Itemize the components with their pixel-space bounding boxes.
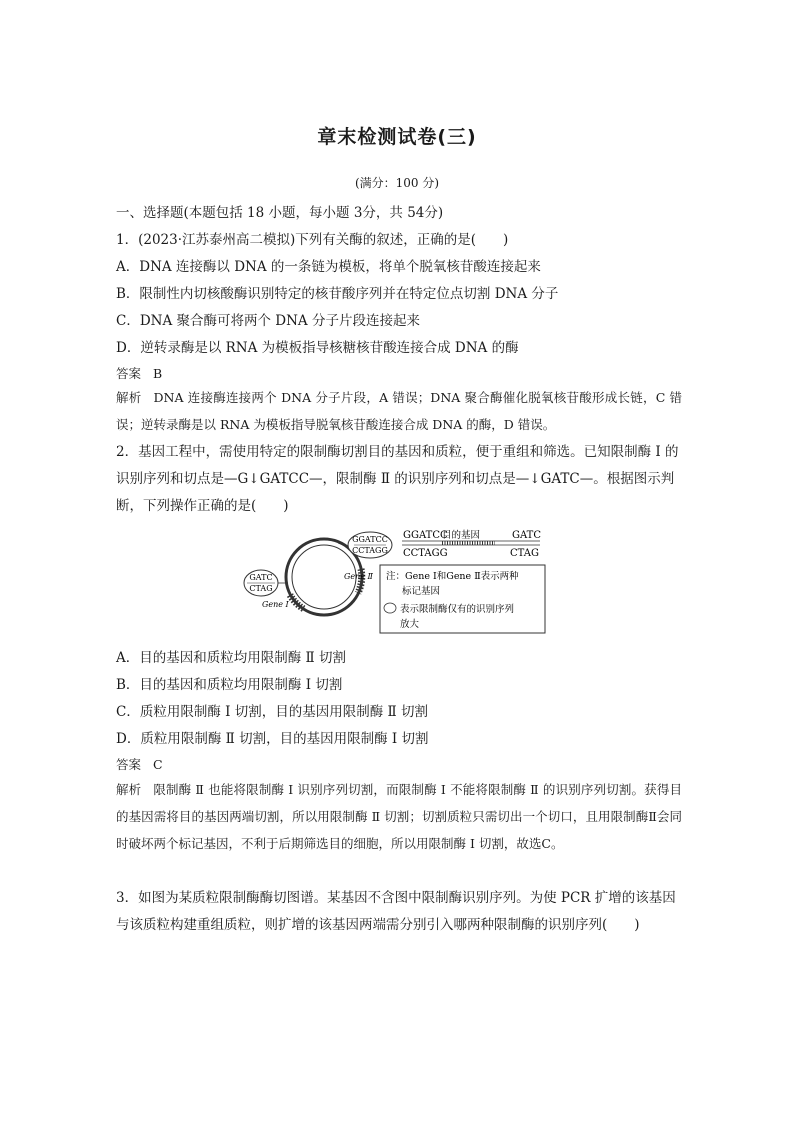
q1-option-d: D．逆转录酶是以 RNA 为模板指导核糖核苷酸连接合成 DNA 的酶 [116,340,519,356]
note-line3: 表示限制酶仅有的识别序列 [400,604,515,615]
note-callout-icon [384,603,396,613]
q2-option-b: B．目的基因和质粒均用限制酶 Ⅰ 切割 [116,677,343,693]
q1-option-a: A．DNA 连接酶以 DNA 的一条链为模板，将单个脱氧核苷酸连接起来 [116,259,541,275]
q1-answer-row [116,364,162,382]
plasmid-site1-top: GGATCC [352,535,388,544]
q1-stem: 1．(2023·江苏泰州高二模拟)下列有关酶的叙述，正确的是( ) [116,232,509,248]
q1-option-c: C．DNA 聚合酶可将两个 DNA 分子片段连接起来 [116,313,420,329]
q1-explain-text: DNA 连接酶连接两个 DNA 分子片段，A 错误；DNA 聚合酶催化脱氧核苷酸形成长链，C 错误；逆转录酶是以 RNA 为模板指导脱氧核苷酸连接合成 DNA 的酶，D 错误。 [116,390,682,432]
q2-option-a: A．目的基因和质粒均用限制酶 Ⅱ 切割 [116,650,347,666]
q2-answer-value: C [153,757,163,772]
section-heading: 一、选择题(本题包括 18 小题，每小题 3分，共 54分) [116,205,444,221]
fragment-bottom-right: CTAG [510,548,539,559]
score-note: (满分：100 分) [354,176,440,190]
plasmid-site2-top: GATC [249,573,273,582]
fragment-top-left: GGATCC [403,530,448,541]
q1-answer-label: 答案 [116,366,142,381]
q1-option-b: B．限制性内切核酸酶识别特定的核苷酸序列并在特定位点切割 DNA 分子 [116,286,559,302]
gene1-label: Gene Ⅰ [262,600,289,609]
page-title: 章末检测试卷(三) [317,126,477,148]
plasmid-site1-bottom: CCTAGG [352,546,388,555]
q2-option-d: D．质粒用限制酶 Ⅱ 切割，目的基因用限制酶 Ⅰ 切割 [116,731,429,747]
q2-option-c: C．质粒用限制酶 Ⅰ 切割，目的基因用限制酶 Ⅱ 切割 [116,704,429,720]
q2-figure [240,525,550,635]
note-line4: 放大 [400,619,420,630]
q1-explanation [116,384,682,438]
gene2-label: Gene Ⅱ [344,572,373,581]
plasmid-site2-bottom: CTAG [249,584,273,593]
q2-answer-row [116,755,163,773]
q2-explanation [116,776,682,857]
q3-stem: 3．如图为某质粒限制酶酶切图谱。某基因不含图中限制酶识别序列。为使 PCR 扩增的该基因与该质粒构建重组质粒，则扩增的该基因两端需分别引入哪两种限制酶的识别序列( ) [116,890,676,933]
q2-stem: 2．基因工程中，需使用特定的限制酶切割目的基因和质粒，便于重组和筛选。已知限制酶 Ⅰ 的识别序列和切点是—G↓GATCC—，限制酶 Ⅱ 的识别序列和切点是—↓GATC—。根据图示判断，下列操作正确的是( ) [116,444,679,514]
q2-answer-label: 答案 [116,757,142,772]
target-gene-label: 目的基因 [442,530,481,541]
q2-explain-label: 解析 [116,782,142,797]
note-line2: 标记基因 [402,586,441,597]
q1-answer-value: B [153,366,163,381]
fragment-bottom-left: CCTAGG [403,548,448,559]
q1-explain-label: 解析 [116,390,142,405]
fragment-top-right: GATC [512,530,541,541]
q2-explain-text: 限制酶 Ⅱ 也能将限制酶 Ⅰ 识别序列切割，而限制酶 Ⅰ 不能将限制酶 Ⅱ 的识别序列切割。获得目的基因需将目的基因两端切割，所以用限制酶 Ⅱ 切割；切割质粒只需切出一个切口，且用限制酶Ⅱ会同时破坏两个标记基因，不利于后期筛选目的细胞，所以用限制酶 Ⅰ 切割，故选C。 [116,782,682,851]
note-line1: 注：Gene Ⅰ和Gene Ⅱ表示两种 [386,571,519,582]
